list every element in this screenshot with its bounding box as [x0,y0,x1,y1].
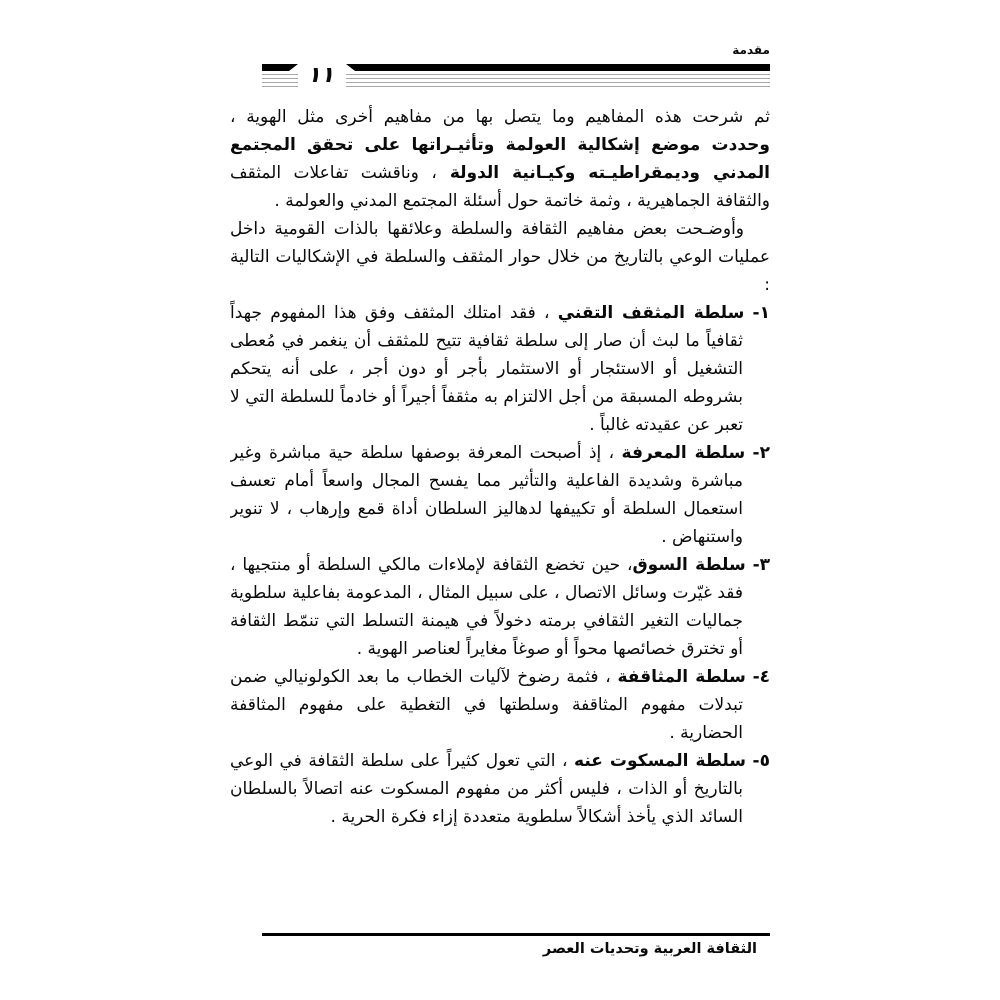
body-text [230,103,770,891]
list-item-number: ١- [752,303,770,323]
page-number: ١١ [305,63,339,88]
rule-bar-icon [262,64,298,71]
list-item-title: سلطة المثقف التقني [557,303,745,323]
list-item-text: ، حين تخضع الثقافة لإملاءات مالكي السلطة أو منتجيها ، فقد غيّرت وسائل الاتصال ، على سبيل المثال ، المدعومة بفاعلية سلطوية جماليات التغير الثقافي برمته دخولاً في هيمنة التسلط التي تنمّط الثقافة أو تخترق خصائصها محواً أو صوغاً مغايراً لعناصر الهوية . [230,555,743,659]
list-item [230,299,770,439]
page-content [230,42,770,972]
page-footer [230,933,770,957]
list-item [230,439,770,551]
paragraph-segment: وأوضـحت بعض مفاهيم الثقافة والسلطة وعلائقها بالذات القومية داخل عمليات الوعي بالتاريخ من خلال حوار المثقف والسلطة في الإشكاليات التالية : [230,219,770,295]
list-item [230,747,770,831]
list-item-text: ، التي تعول كثيراً على سلطة الثقافة في الوعي بالتاريخ أو الذات ، فليس أكثر من مفهوم المسكوت عنه اتصالاً بالسلطان السائد الذي يأخذ أشكالاً سلطوية متعددة إزاء فكرة الحرية . [230,751,743,827]
list-item-title: سلطة المثاقفة [617,667,746,687]
list-item [230,551,770,663]
header-rule-long-bar [346,64,770,88]
list-item-number: ٢- [752,443,770,463]
section-label: مقدمة [732,43,770,57]
rule-thinlines-icon [346,74,770,88]
list-item-text: ، فقد امتلك المثقف وفق هذا المفهوم جهداً ثقافياً ما لبث أن صار إلى سلطة ثقافية تتيح للمثقف أن ينغمر في مُعطى التشغيل أو الاستئجار أو الاستثمار بأجر أو دون أجر ، على أنه يتحكم بشروطه المسبقة من أجل الالتزام به مثقفاً أجيراً أو خادماً للسلطة التي لا تعبر عن عقيدته غالباً . [230,303,743,435]
header-rule-short-bar [262,64,298,88]
list-item-number: ٤- [752,667,770,687]
list-item-text: ، إذ أصبحت المعرفة بوصفها سلطة حية مباشرة وغير مباشرة وشديدة الفاعلية والتأثير مما يفسح المجال واسعاً أمام تعسف استعمال السلطة أو تكييفها لدهاليز السلطان أداة قمع وإرهاب ، لا تنوير واستنهاض . [230,443,743,547]
list-item-text: ، فثمة رضوخ لآليات الخطاب ما بعد الكولونيالي ضمن تبدلات مفهوم المثاقفة وسلطتها في التغطية على مفهوم المثاقفة الحضارية . [230,667,743,743]
paragraph-segment: ثم شرحت هذه المفاهيم وما يتصل بها من مفاهيم أخرى مثل الهوية ، [230,107,770,127]
list-item-title: سلطة السوق [632,555,746,575]
list-item [230,663,770,747]
paragraph-segment-bold: وحددت موضع إشكالية العولمة وتأثيـراتها على تحقق المجتمع المدني وديمقراطيـته وكيـانية الدولة [230,135,770,183]
list-item-title: سلطة المعرفة [621,443,746,463]
paragraph [230,103,770,215]
list-item-number: ٥- [752,751,770,771]
book-title: الثقافة العربية وتحديات العصر [542,941,757,957]
paragraph-segment: ، وناقشت تفاعلات المثقف والثقافة الجماهيرية ، وثمة خاتمة حول أسئلة المجتمع المدني والعولمة . [230,163,770,211]
list-item-title: سلطة المسكوت عنه [574,751,747,771]
list-item-number: ٣- [752,555,770,575]
rule-bar-icon [346,64,770,71]
paragraph [230,215,770,299]
rule-thinlines-icon [262,74,298,88]
header-rule [262,64,770,90]
footer-rule [262,933,770,936]
